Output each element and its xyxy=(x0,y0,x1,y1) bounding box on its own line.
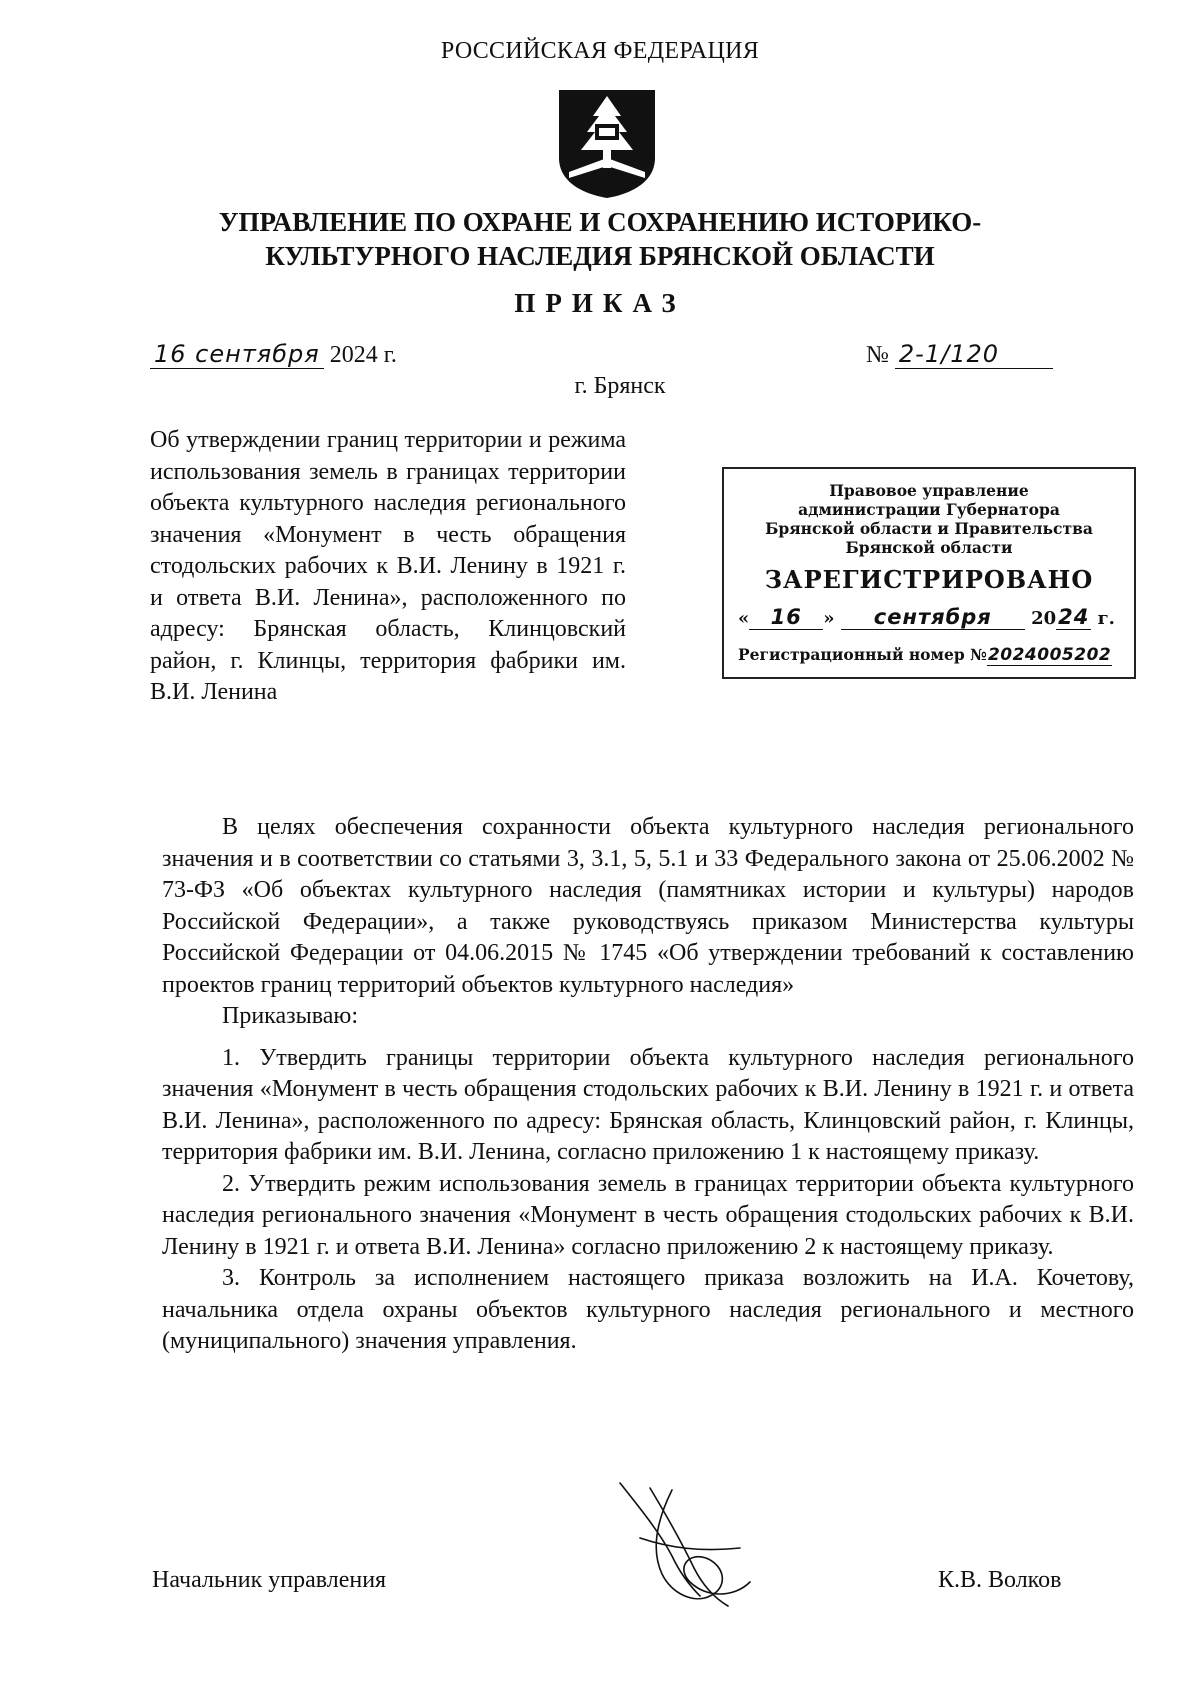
stamp-org-line4: Брянской области xyxy=(845,538,1013,557)
stamp-org-line3: Брянской области и Правительства xyxy=(765,519,1093,538)
agency-name-line2: КУЛЬТУРНОГО НАСЛЕДИЯ БРЯНСКОЙ ОБЛАСТИ xyxy=(265,241,935,271)
agency-name-line1: УПРАВЛЕНИЕ ПО ОХРАНЕ И СОХРАНЕНИЮ ИСТОРИКО- xyxy=(218,207,982,237)
order-city: г. Брянск xyxy=(574,373,666,399)
stamp-year-prefix: 20 xyxy=(1031,608,1057,629)
order-subject: Об утверждении границ территории и режима использования земель в границах территории объекта культурного наследия регионального значения «Монумент в честь обращения стодольских рабочих к В.И. Ленину в 1921 г. и ответа В.И. Ленина», расположенного по адресу: Брянская область, Клинцовский район, г. Клинцы, территория фабрики им. В.И. Ленина xyxy=(150,427,626,705)
order-year: 2024 г. xyxy=(329,342,397,368)
signatory-name: К.В. Волков xyxy=(938,1567,1062,1593)
preamble-paragraph: В целях обеспечения сохранности объекта культурного наследия регионального значения и в соответствии со статьями 3, 3.1, 5, 5.1 и 33 Федерального закона от 25.06.2002 № 73-ФЗ «Об объектах культурного наследия (памятниках истории и культуры) народов Российской Федерации», а также руководствуясь приказом Министерства культуры Российской Федерации от 04.06.2015 № 1745 «Об утверждении требований к составлению проектов границ территорий объектов культурного наследия» xyxy=(162,814,1134,998)
handwritten-signature xyxy=(610,1478,770,1628)
stamp-reg-label: Регистрационный номер № xyxy=(738,645,987,664)
stamp-date: « 16 » сентября 2024 г. xyxy=(738,605,1115,629)
order-number xyxy=(866,340,1053,369)
order-item-2: 2. Утвердить режим использования земель в границах территории объекта культурного наследия регионального значения «Монумент в честь обращения стодольских рабочих к В.И. Ленину в 1921 г. и ответа В.И. Ленина» согласно приложению 2 к настоящему приказу. xyxy=(162,1170,1134,1260)
stamp-reg-number: 2024005202 xyxy=(987,645,1112,665)
order-word: Приказываю: xyxy=(222,1003,358,1029)
stamp-year-suffix: г. xyxy=(1097,608,1115,629)
stamp-organization xyxy=(724,481,1134,557)
handwritten-date: 16 сентября xyxy=(150,340,324,369)
document-type: ПРИКАЗ xyxy=(514,288,686,318)
stamp-title: ЗАРЕГИСТРИРОВАНО xyxy=(764,565,1094,594)
stamp-registration xyxy=(738,645,1128,666)
country-heading: РОССИЙСКАЯ ФЕДЕРАЦИЯ xyxy=(440,38,760,64)
registration-stamp xyxy=(722,467,1136,679)
order-item-1: 1. Утвердить границы территории объекта культурного наследия регионального значения «Монумент в честь обращения стодольских рабочих к В.И. Ленину в 1921 г. и ответа В.И. Ленина», расположенного по адресу: Брянская область, Клинцовский район, г. Клинцы, территория фабрики им. В.И. Ленина, согласно приложению 1 к настоящему приказу. xyxy=(162,1044,1134,1165)
handwritten-order-number: 2-1/120 xyxy=(895,340,1053,369)
stamp-day: 16 xyxy=(749,605,823,630)
stamp-org-line2: администрации Губернатора xyxy=(798,500,1060,519)
order-body xyxy=(162,812,1134,1358)
agency-name xyxy=(150,205,1050,273)
coat-of-arms-icon xyxy=(555,88,659,200)
order-date xyxy=(150,340,397,369)
order-number-prefix: № xyxy=(866,342,889,368)
stamp-year: 24 xyxy=(1058,605,1090,629)
stamp-month: сентября xyxy=(841,605,1025,630)
order-item-3: 3. Контроль за исполнением настоящего приказа возложить на И.А. Кочетову, начальника отдела охраны объектов культурного наследия регионального и местного (муниципального) значения управления. xyxy=(162,1265,1134,1354)
stamp-org-line1: Правовое управление xyxy=(829,481,1029,500)
signatory-position: Начальник управления xyxy=(152,1567,387,1593)
